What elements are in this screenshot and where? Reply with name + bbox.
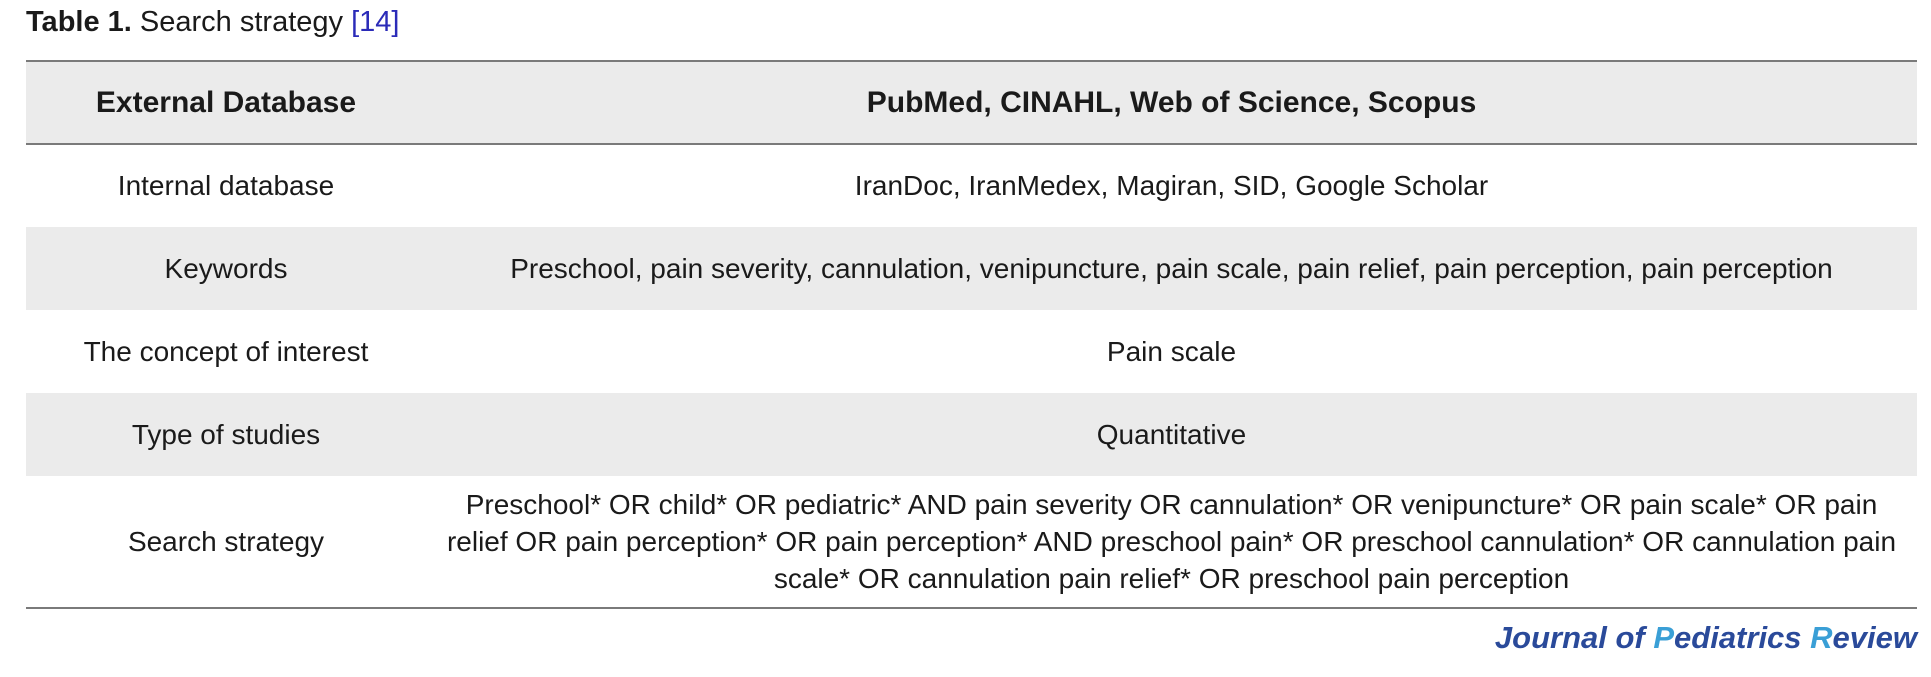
journal-logo-letter-p: P: [1653, 620, 1675, 655]
row-label: Type of studies: [131, 418, 321, 450]
table-row: [26, 393, 1917, 476]
journal-logo-text-1: Journal of: [1494, 620, 1654, 655]
caption-title: Search strategy: [139, 6, 344, 38]
row-label: Internal database: [117, 170, 335, 201]
journal-logo: [1495, 620, 1917, 656]
journal-logo-letter-r: R: [1810, 620, 1833, 655]
header-cell-database-list: PubMed, CINAHL, Web of Science, Scopus: [866, 85, 1477, 119]
row-label: The concept of interest: [83, 335, 369, 367]
journal-logo-text-3: eview: [1832, 620, 1917, 655]
table-row: [26, 310, 1917, 393]
journal-logo-text-2: ediatrics: [1674, 620, 1811, 655]
header-cell-external-database: External Database: [95, 85, 357, 119]
caption-reference-link[interactable]: [14]: [351, 6, 400, 38]
table-row: [26, 476, 1917, 608]
table-row: [26, 144, 1917, 227]
table-caption: [26, 2, 399, 42]
search-strategy-table: [26, 60, 1917, 609]
row-value: IranDoc, IranMedex, Magiran, SID, Google Scholar: [854, 170, 1489, 201]
row-value: Pain scale: [1106, 335, 1237, 367]
row-value: Preschool, pain severity, cannulation, venipuncture, pain scale, pain relief, pain perception, pain perception: [510, 252, 1833, 284]
table-row: [26, 227, 1917, 310]
row-label: Search strategy: [127, 525, 325, 557]
caption-label: Table 1.: [26, 6, 132, 38]
row-value: Preschool* OR child* OR pediatric* AND pain severity OR cannulation* OR venipuncture* OR pain scale* OR pain relief OR pain perception* OR pain perception* AND preschool pain* OR preschool cannulation* OR cannulation pain scale* OR cannulation pain relief* OR preschool pain perception: [446, 489, 1897, 594]
row-label: Keywords: [164, 252, 288, 284]
table-header-row: [26, 61, 1917, 144]
row-value: Quantitative: [1096, 418, 1247, 450]
